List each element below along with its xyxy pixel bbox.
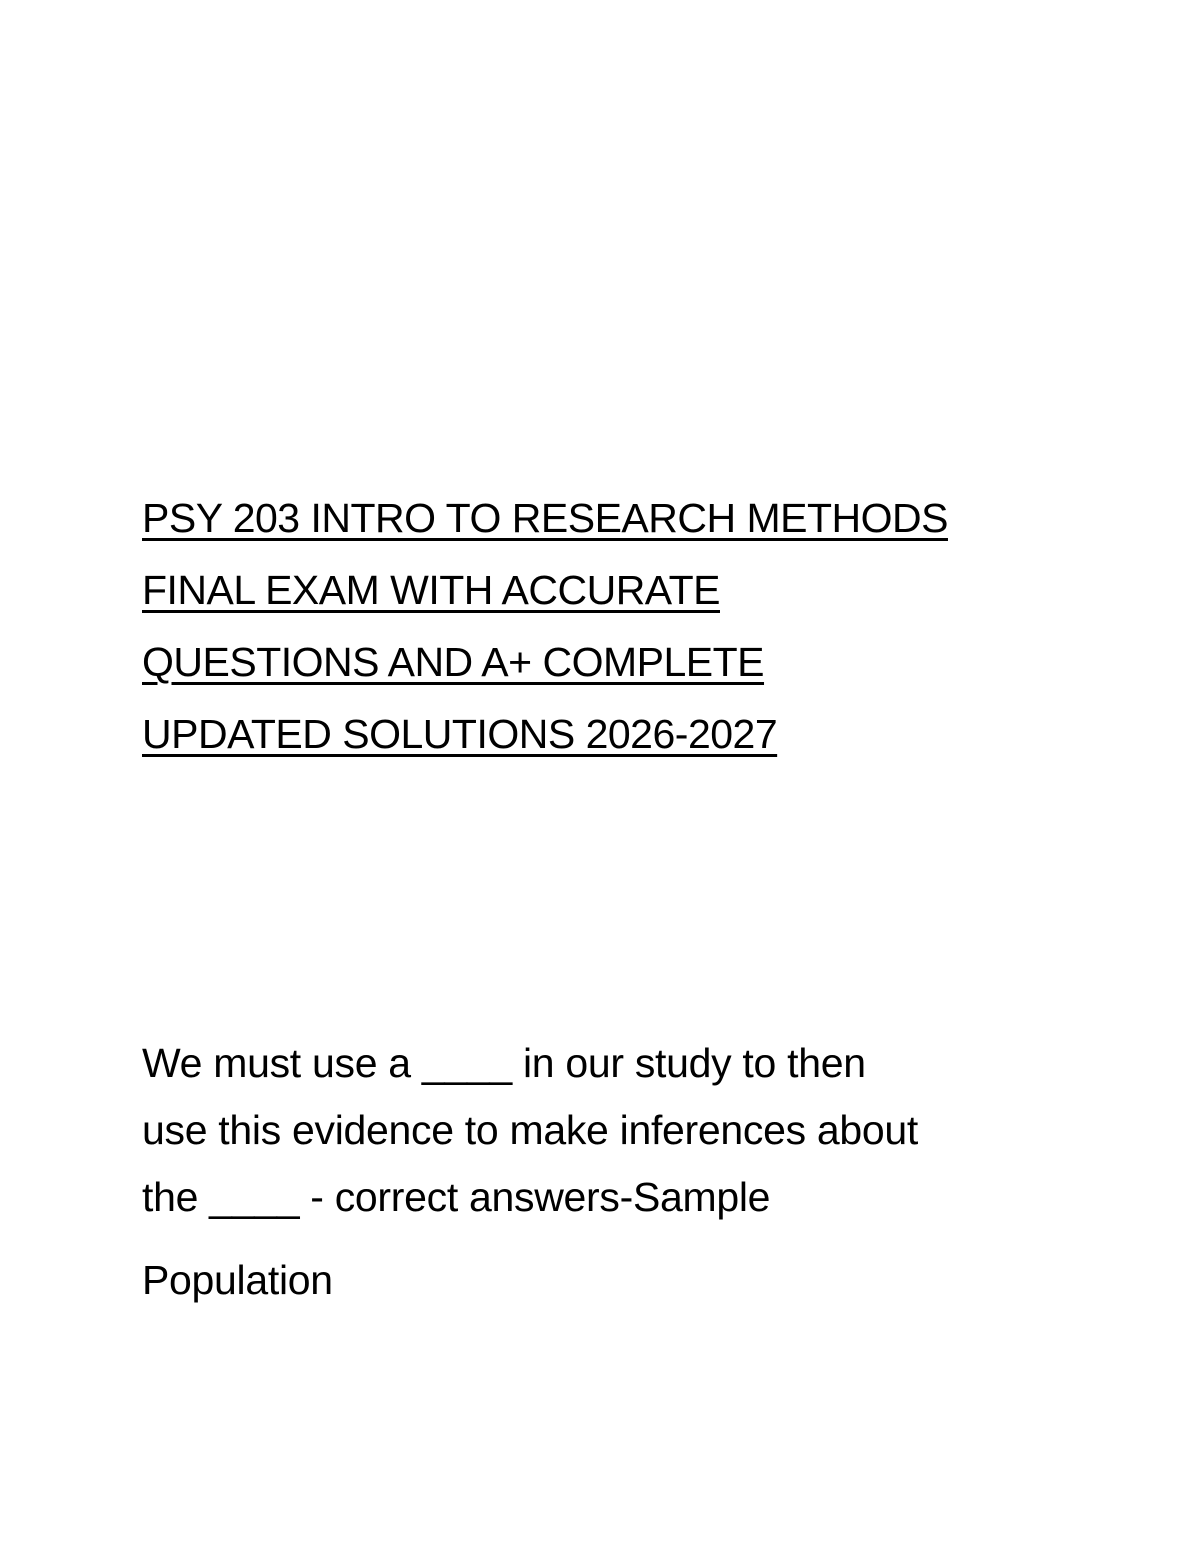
title-line-1: PSY 203 INTRO TO RESEARCH METHODS <box>142 495 948 541</box>
answer-continuation: Population <box>142 1257 333 1303</box>
title-line-2: FINAL EXAM WITH ACCURATE <box>142 567 720 613</box>
question-line-3: the ____ - correct answers-Sample <box>142 1174 771 1220</box>
document-title <box>142 482 1082 770</box>
title-line-4: UPDATED SOLUTIONS 2026-2027 <box>142 711 778 757</box>
title-line-3: QUESTIONS AND A+ COMPLETE <box>142 639 765 685</box>
question-line-2: use this evidence to make inferences about <box>142 1107 918 1153</box>
question-item <box>142 1030 1102 1314</box>
question-line-1: We must use a ____ in our study to then <box>142 1040 866 1086</box>
